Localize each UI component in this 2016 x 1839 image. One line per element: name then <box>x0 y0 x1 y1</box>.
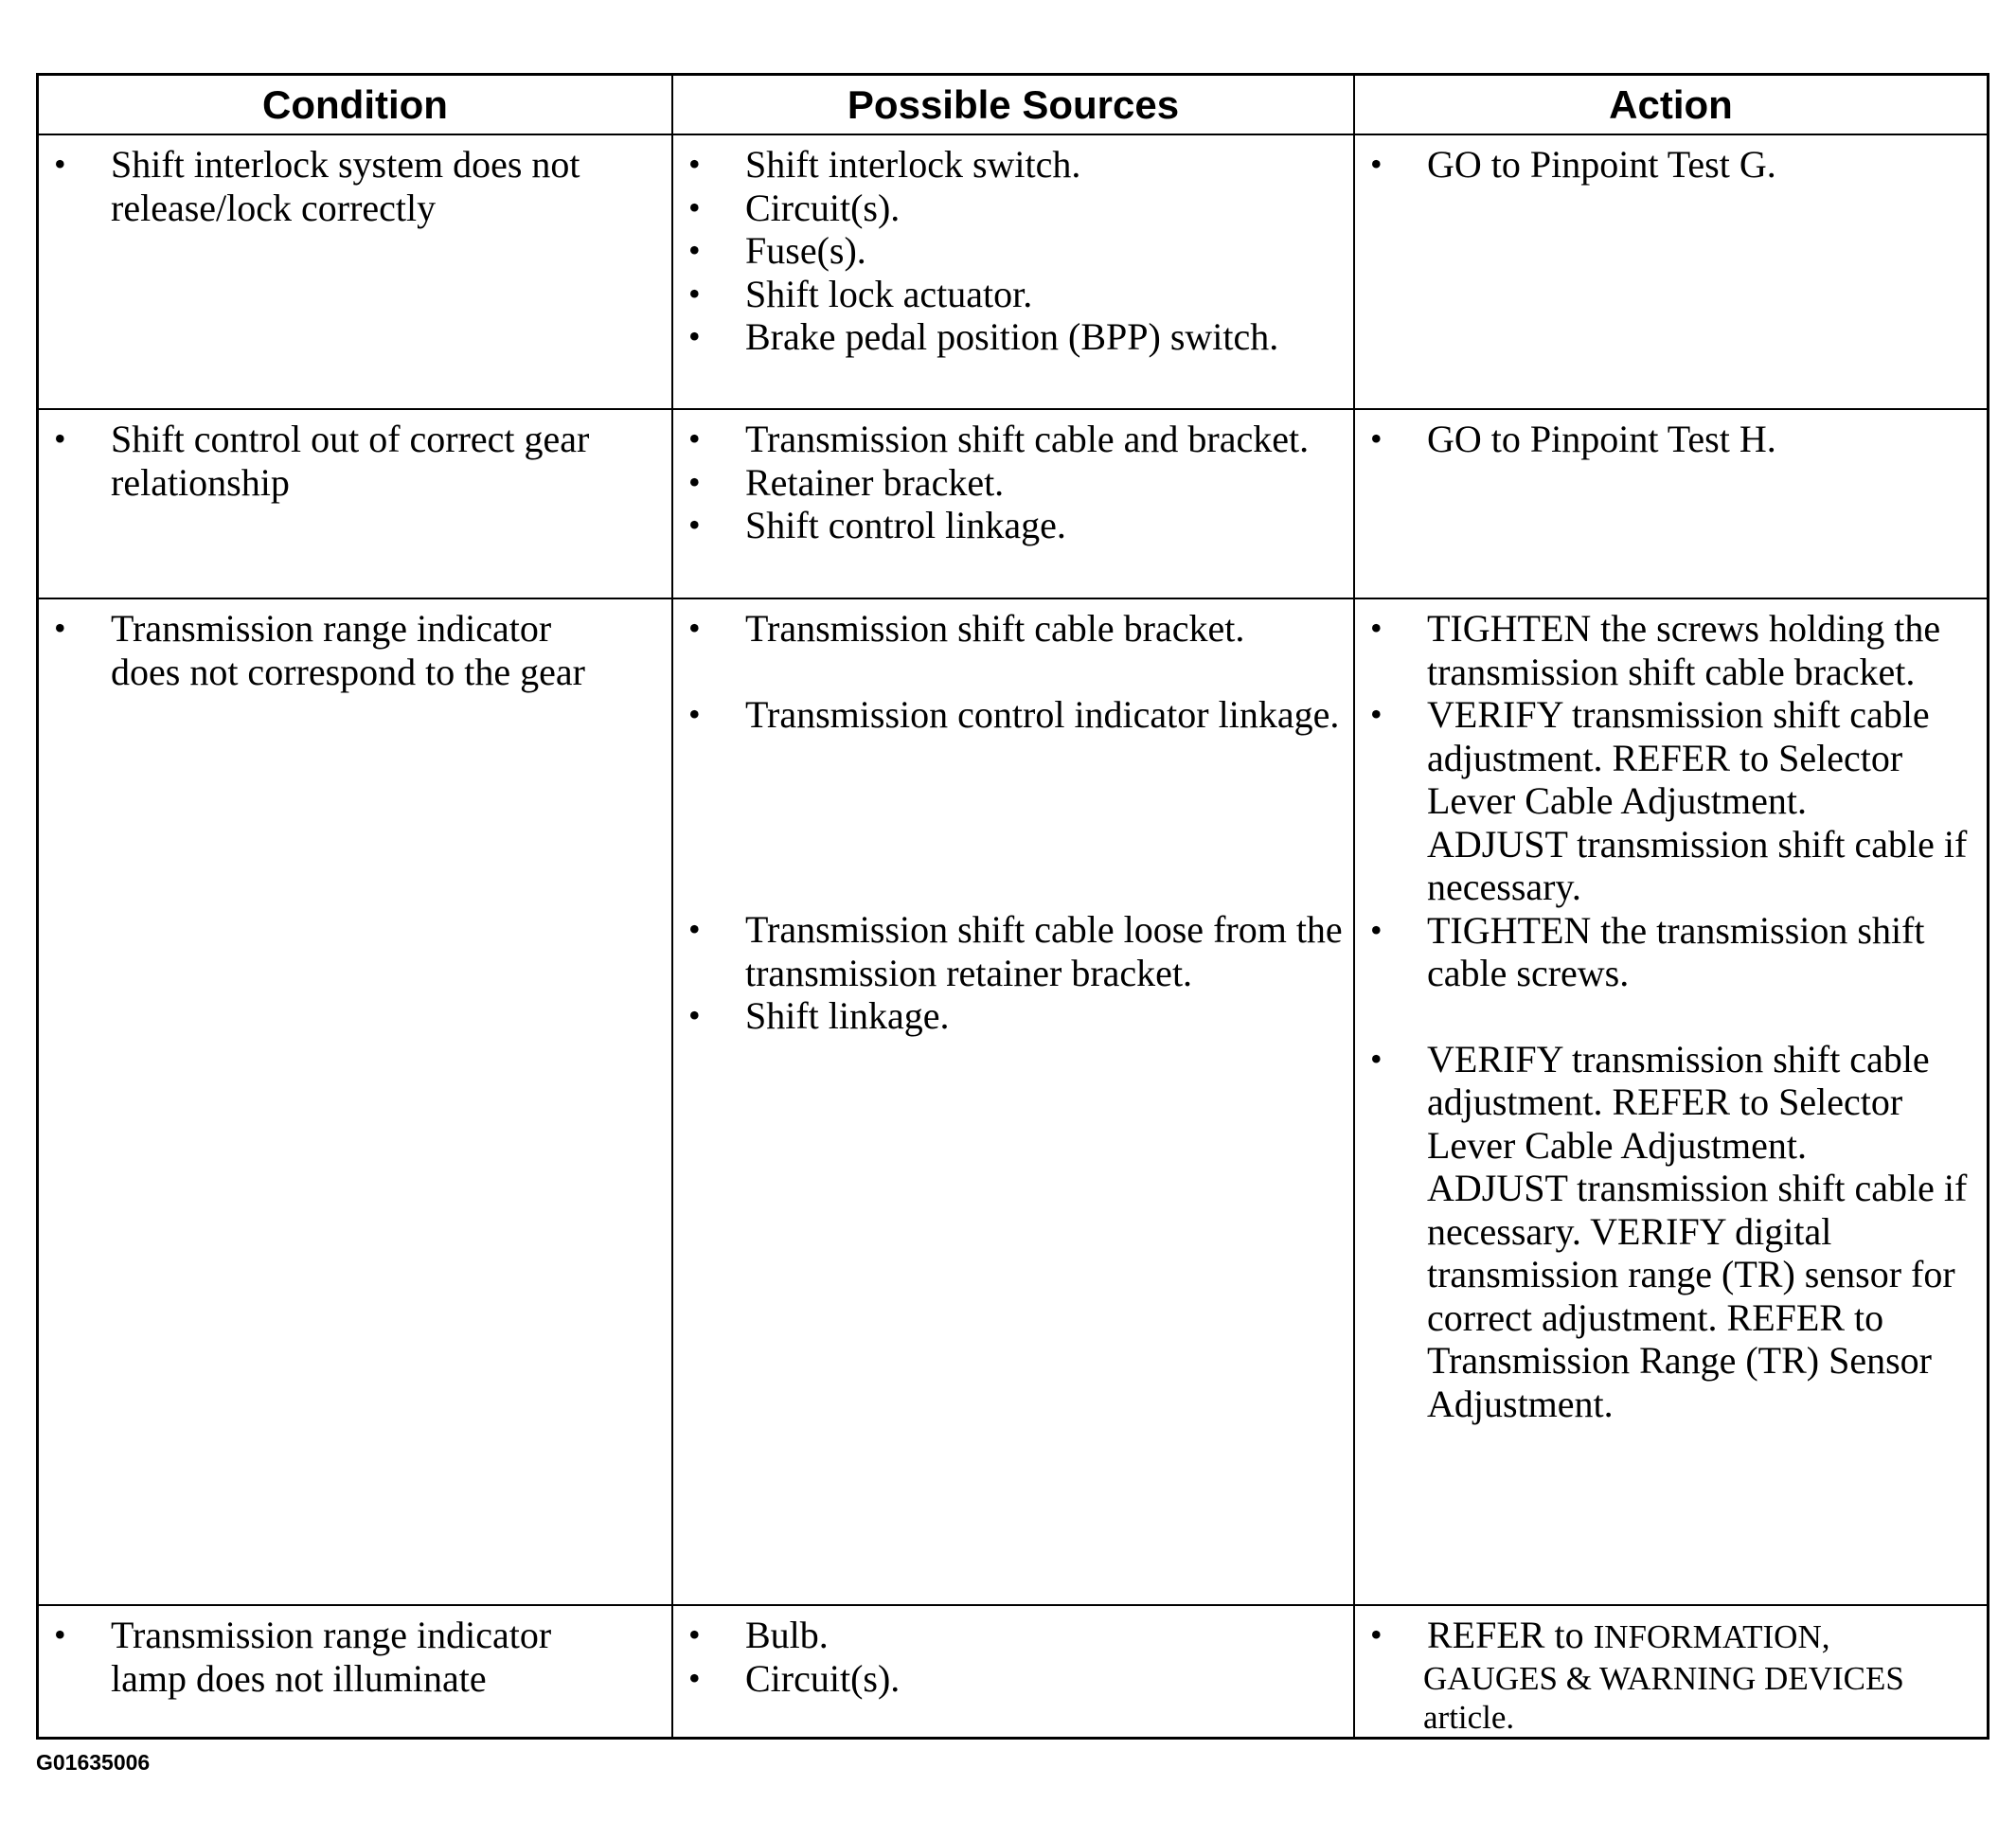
list-item: • VERIFY transmission shift cable adjustment. REFER to Selector Lever Cable Adjustment. ADJUST transmission shift cable if necessary. VERIFY digital transmission range (TR) sensor for correct adjustment. REFER to Transmission Range (TR) Sensor Adjustment. <box>1370 1037 1968 1425</box>
bullet-icon: • <box>688 317 701 355</box>
list-item: • Transmission shift cable and bracket. <box>688 418 1310 460</box>
list-item: • Transmission shift cable bracket. <box>688 607 1245 650</box>
list-item: • VERIFY transmission shift cable adjustment. REFER to Selector Lever Cable Adjustment. ADJUST transmission shift cable if necessary. <box>1370 693 1968 908</box>
list-item: • Shift interlock switch. <box>688 143 1081 186</box>
list-item: • Shift control linkage. <box>688 504 1066 546</box>
header-action: Action <box>1355 76 1987 135</box>
bullet-icon: • <box>1370 695 1383 733</box>
bullet-icon: • <box>688 231 701 269</box>
list-item: • Retainer bracket. <box>688 460 1005 504</box>
list-item: • Fuse(s). <box>688 229 866 272</box>
bullet-icon: • <box>54 609 66 647</box>
list-item: • TIGHTEN the transmission shift cable screws. <box>1370 908 1925 994</box>
list-item: • Shift interlock system does not release/lock correctly <box>54 143 580 229</box>
bullet-icon: • <box>688 462 701 501</box>
list-item: • Shift linkage. <box>688 994 950 1037</box>
bullet-icon: • <box>688 1658 701 1697</box>
row1-action-cell <box>1355 135 1987 410</box>
bullet-icon: • <box>54 1616 66 1653</box>
list-item: • Transmission range indicator does not correspond to the gear <box>54 607 585 693</box>
bullet-icon: • <box>1370 609 1383 647</box>
list-item: • Circuit(s). <box>688 1656 901 1700</box>
row3-condition-cell <box>39 599 673 1606</box>
row1-sources-cell <box>673 135 1355 410</box>
row3-sources-cell <box>673 599 1355 1606</box>
bullet-icon: • <box>688 420 701 457</box>
row1-condition-cell <box>39 135 673 410</box>
bullet-icon: • <box>688 996 701 1034</box>
bullet-icon: • <box>1370 1039 1383 1078</box>
list-item: • REFER to INFORMATION, GAUGES & WARNING DEVICES article. <box>1370 1614 1904 1736</box>
list-item: • Transmission control indicator linkage. <box>688 692 1340 736</box>
bullet-icon: • <box>688 274 701 312</box>
bullet-icon: • <box>688 187 701 226</box>
bullet-icon: • <box>1370 145 1383 183</box>
bullet-icon: • <box>54 420 66 457</box>
bullet-icon: • <box>688 694 701 733</box>
list-item: • Transmission range indicator lamp does not illuminate <box>54 1614 552 1700</box>
bullet-icon: • <box>1370 1616 1383 1653</box>
header-condition: Condition <box>39 76 673 135</box>
list-item: • Shift lock actuator. <box>688 272 1033 315</box>
header-possible-sources: Possible Sources <box>673 76 1355 135</box>
list-item: • GO to Pinpoint Test H. <box>1370 418 1776 460</box>
list-item: • Circuit(s). <box>688 186 901 229</box>
row2-action-cell <box>1355 410 1987 599</box>
row2-sources-cell <box>673 410 1355 599</box>
bullet-icon: • <box>688 506 701 544</box>
list-item: • TIGHTEN the screws holding the transmission shift cable bracket. <box>1370 607 1941 693</box>
figure-id-caption: G01635006 <box>36 1750 151 1775</box>
row4-sources-cell <box>673 1606 1355 1737</box>
bullet-icon: • <box>1370 420 1383 457</box>
troubleshooting-table <box>36 73 1989 1740</box>
bullet-icon: • <box>54 145 66 183</box>
bullet-icon: • <box>688 145 701 183</box>
list-item: • Brake pedal position (BPP) switch. <box>688 315 1279 358</box>
row2-condition-cell <box>39 410 673 599</box>
bullet-icon: • <box>688 609 701 647</box>
row4-action-cell <box>1355 1606 1987 1737</box>
list-item: • Bulb. <box>688 1614 829 1656</box>
list-item: • GO to Pinpoint Test G. <box>1370 143 1776 186</box>
bullet-icon: • <box>688 1616 701 1653</box>
bullet-icon: • <box>688 910 701 948</box>
row4-condition-cell <box>39 1606 673 1737</box>
list-item: • Transmission shift cable loose from the transmission retainer bracket. <box>688 908 1343 994</box>
list-item: • Shift control out of correct gear relationship <box>54 418 590 504</box>
row3-action-cell <box>1355 599 1987 1606</box>
bullet-icon: • <box>1370 910 1383 949</box>
